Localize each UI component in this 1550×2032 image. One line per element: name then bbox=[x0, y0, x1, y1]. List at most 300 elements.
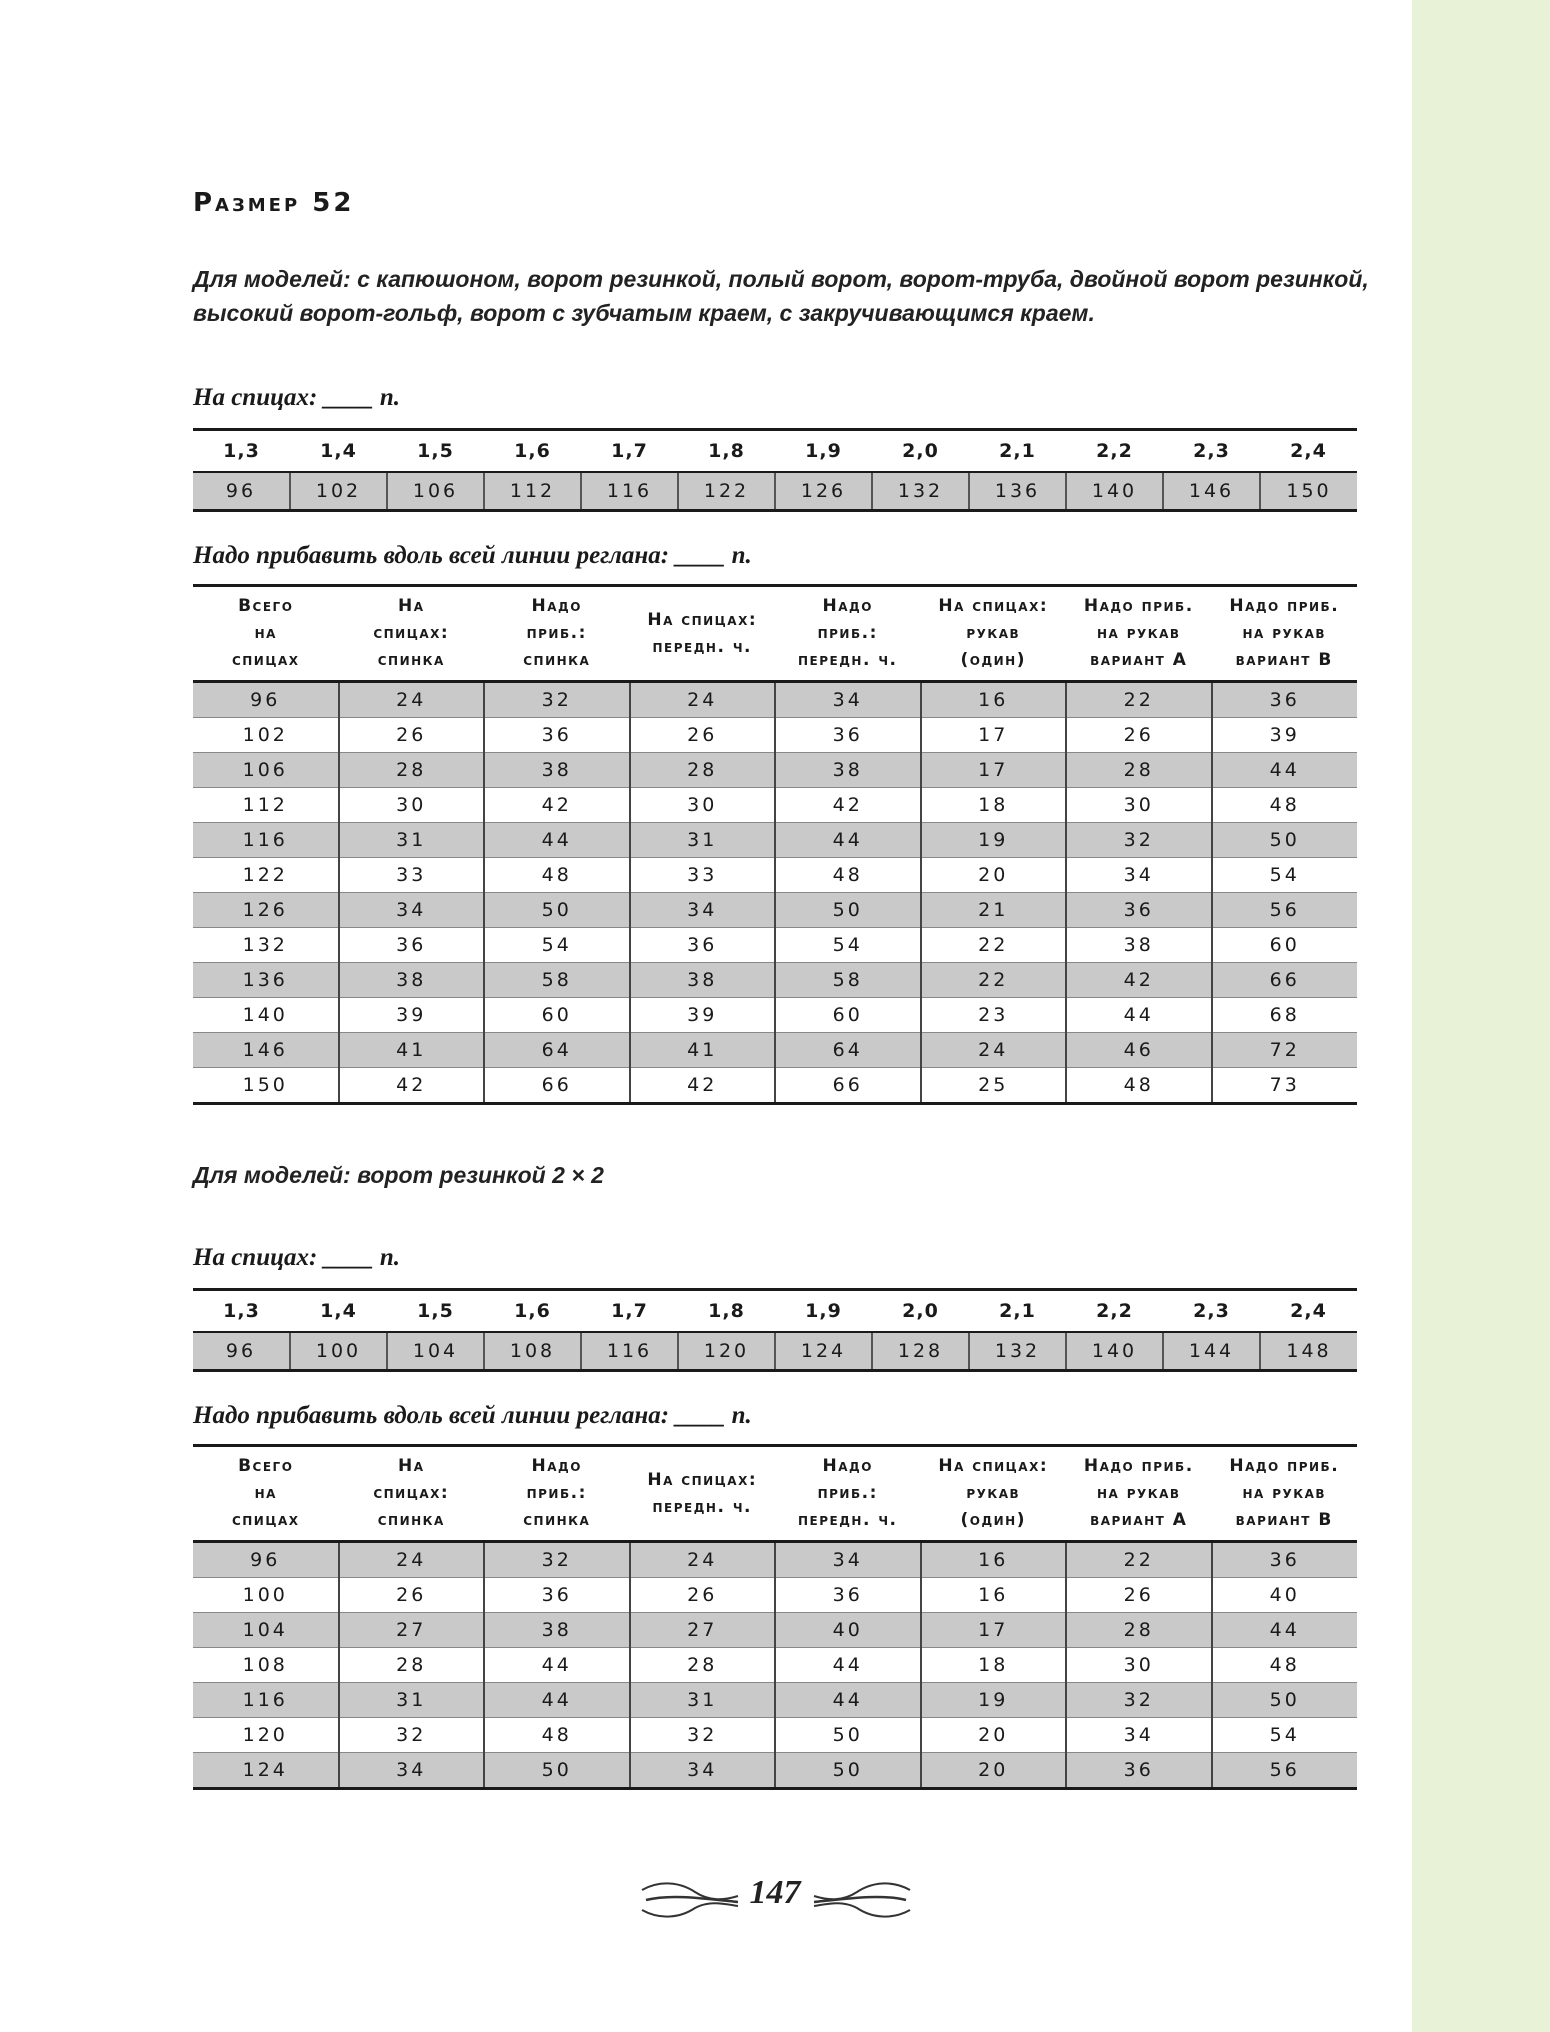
table-cell: 34 bbox=[630, 893, 776, 928]
table-row bbox=[193, 963, 1357, 998]
column-header-line: Надо bbox=[531, 1456, 582, 1476]
column-header-line: на bbox=[254, 1483, 277, 1503]
stitch-count-cell: 122 bbox=[678, 472, 775, 511]
table-cell: 38 bbox=[630, 963, 776, 998]
table-cell: 44 bbox=[484, 1648, 630, 1683]
column-header-line: На спицах: bbox=[647, 609, 758, 630]
column-header-line: На спицах: bbox=[647, 1469, 758, 1490]
stitch-count-cell: 104 bbox=[387, 1332, 484, 1371]
table-cell: 38 bbox=[484, 753, 630, 788]
column-header-line: (один) bbox=[960, 650, 1026, 670]
table-cell: 96 bbox=[193, 1542, 339, 1578]
table-cell: 33 bbox=[339, 858, 485, 893]
table-cell: 73 bbox=[1212, 1068, 1358, 1104]
table-cell: 64 bbox=[775, 1033, 921, 1068]
column-header-line: вариант В bbox=[1235, 650, 1333, 670]
table-cell: 24 bbox=[630, 1542, 776, 1578]
column-header-line: вариант А bbox=[1090, 1510, 1188, 1530]
table-cell: 20 bbox=[921, 858, 1067, 893]
table-cell: 46 bbox=[1066, 1033, 1212, 1068]
table-row bbox=[193, 753, 1357, 788]
table-cell: 34 bbox=[1066, 1718, 1212, 1753]
table-cell: 36 bbox=[1212, 1542, 1358, 1578]
table-cell: 34 bbox=[775, 1542, 921, 1578]
table-cell: 36 bbox=[630, 928, 776, 963]
table-cell: 66 bbox=[1212, 963, 1358, 998]
gauge-cell: 1,8 bbox=[708, 1300, 745, 1322]
table-row bbox=[193, 1718, 1357, 1753]
table-cell: 20 bbox=[921, 1753, 1067, 1789]
table-cell: 122 bbox=[193, 858, 339, 893]
column-header bbox=[339, 586, 485, 682]
column-header-line: Надо bbox=[822, 1456, 873, 1476]
table-cell: 28 bbox=[1066, 753, 1212, 788]
table-cell: 36 bbox=[775, 1578, 921, 1613]
column-header-line: передн. ч. bbox=[652, 1496, 752, 1517]
column-header-line: На bbox=[397, 1456, 425, 1476]
table-row bbox=[193, 858, 1357, 893]
column-header-line: спинка bbox=[377, 650, 445, 670]
table-cell: 126 bbox=[193, 893, 339, 928]
column-header-line: Надо приб. bbox=[1083, 596, 1194, 616]
models-description-1: Для моделей: с капюшоном, ворот резинкой, полый ворот, ворот-труба, двойной ворот резинкой, высокий ворот-гольф, ворот с зубчатым краем, с закручивающимся краем. bbox=[193, 266, 1369, 326]
table-cell: 66 bbox=[484, 1068, 630, 1104]
column-header-line: на рукав bbox=[1242, 1483, 1327, 1503]
table-cell: 17 bbox=[921, 753, 1067, 788]
table-cell: 19 bbox=[921, 1683, 1067, 1718]
table-cell: 42 bbox=[1066, 963, 1212, 998]
table-cell: 28 bbox=[1066, 1613, 1212, 1648]
table-cell: 40 bbox=[1212, 1578, 1358, 1613]
column-header bbox=[193, 1446, 339, 1542]
column-header-line: спицах: bbox=[373, 1483, 450, 1503]
gauge-cell: 1,6 bbox=[514, 1300, 551, 1322]
table-cell: 16 bbox=[921, 1542, 1067, 1578]
table-cell: 48 bbox=[484, 1718, 630, 1753]
table-cell: 22 bbox=[921, 928, 1067, 963]
table-row bbox=[193, 1683, 1357, 1718]
table-cell: 17 bbox=[921, 1613, 1067, 1648]
table-cell: 120 bbox=[193, 1718, 339, 1753]
stitch-count-cell: 132 bbox=[872, 472, 969, 511]
gauge-cell: 1,7 bbox=[611, 440, 648, 462]
reglan-table-2 bbox=[193, 1444, 1357, 1790]
table-cell: 56 bbox=[1212, 893, 1358, 928]
table-row bbox=[193, 928, 1357, 963]
table-cell: 44 bbox=[484, 1683, 630, 1718]
table-cell: 54 bbox=[484, 928, 630, 963]
table-cell: 28 bbox=[630, 1648, 776, 1683]
column-header-line: На bbox=[397, 596, 425, 616]
stitch-count-cell: 148 bbox=[1260, 1332, 1357, 1371]
table-cell: 26 bbox=[630, 1578, 776, 1613]
table-cell: 72 bbox=[1212, 1033, 1358, 1068]
table-cell: 54 bbox=[775, 928, 921, 963]
table-cell: 23 bbox=[921, 998, 1067, 1033]
left-flourish-icon bbox=[640, 1878, 740, 1922]
gauge-cell: 1,5 bbox=[417, 440, 454, 462]
gauge-cell: 2,3 bbox=[1193, 1300, 1230, 1322]
column-header-line: спинка bbox=[523, 650, 591, 670]
table-cell: 36 bbox=[1212, 682, 1358, 718]
reglan-body bbox=[193, 682, 1357, 1104]
stitch-count-cell: 150 bbox=[1260, 472, 1357, 511]
stitches-label-1: На спицах: ____ п. bbox=[193, 384, 400, 411]
table-cell: 38 bbox=[339, 963, 485, 998]
reglan-label-2: Надо прибавить вдоль всей линии реглана: ____ п. bbox=[193, 1402, 752, 1429]
gauge-cell: 1,4 bbox=[320, 440, 357, 462]
column-header-line: на рукав bbox=[1242, 623, 1327, 643]
stitch-count-cell: 144 bbox=[1163, 1332, 1260, 1371]
table-cell: 112 bbox=[193, 788, 339, 823]
table-cell: 26 bbox=[339, 718, 485, 753]
column-header-line: вариант В bbox=[1235, 1510, 1333, 1530]
column-header-line: приб.: bbox=[526, 1483, 587, 1503]
gauge-cell: 1,7 bbox=[611, 1300, 648, 1322]
table-row bbox=[193, 718, 1357, 753]
table-cell: 17 bbox=[921, 718, 1067, 753]
column-header bbox=[630, 586, 776, 682]
gauge-cell: 1,8 bbox=[708, 440, 745, 462]
table-cell: 38 bbox=[1066, 928, 1212, 963]
stitch-count-cell: 146 bbox=[1163, 472, 1260, 511]
table-cell: 25 bbox=[921, 1068, 1067, 1104]
stitch-count-cell: 112 bbox=[484, 472, 581, 511]
stitch-count-cell: 140 bbox=[1066, 472, 1163, 511]
table-cell: 24 bbox=[921, 1033, 1067, 1068]
table-cell: 34 bbox=[339, 893, 485, 928]
stitch-count-cell: 116 bbox=[581, 1332, 678, 1371]
table-cell: 19 bbox=[921, 823, 1067, 858]
table-cell: 44 bbox=[1212, 1613, 1358, 1648]
stitch-count-cell: 124 bbox=[775, 1332, 872, 1371]
column-header-line: приб.: bbox=[817, 623, 878, 643]
table-cell: 38 bbox=[775, 753, 921, 788]
table-cell: 22 bbox=[1066, 682, 1212, 718]
column-header-line: на рукав bbox=[1096, 623, 1181, 643]
column-header-line: спинка bbox=[523, 1510, 591, 1530]
table-cell: 104 bbox=[193, 1613, 339, 1648]
gauge-cell: 1,3 bbox=[223, 440, 260, 462]
stitch-count-row bbox=[193, 1332, 1357, 1371]
column-header bbox=[630, 1446, 776, 1542]
table-cell: 50 bbox=[1212, 823, 1358, 858]
table-cell: 44 bbox=[1066, 998, 1212, 1033]
column-header bbox=[921, 1446, 1067, 1542]
stitch-count-cell: 120 bbox=[678, 1332, 775, 1371]
column-header bbox=[193, 586, 339, 682]
table-cell: 32 bbox=[484, 682, 630, 718]
stitch-count-cell: 128 bbox=[872, 1332, 969, 1371]
column-header-line: На спицах: bbox=[938, 1456, 1049, 1476]
size-title: Размер 52 bbox=[193, 188, 355, 218]
table-cell: 100 bbox=[193, 1578, 339, 1613]
gauge-cell: 2,0 bbox=[902, 1300, 939, 1322]
table-cell: 30 bbox=[1066, 788, 1212, 823]
reglan-table-1 bbox=[193, 584, 1357, 1105]
table-cell: 30 bbox=[339, 788, 485, 823]
reglan-header-row bbox=[193, 1446, 1357, 1542]
table-cell: 50 bbox=[484, 893, 630, 928]
table-cell: 39 bbox=[630, 998, 776, 1033]
stitch-count-cell: 132 bbox=[969, 1332, 1066, 1371]
column-header-line: Всего bbox=[238, 596, 294, 616]
column-header-line: (один) bbox=[960, 1510, 1026, 1530]
table-cell: 31 bbox=[630, 1683, 776, 1718]
column-header-line: приб.: bbox=[817, 1483, 878, 1503]
table-cell: 48 bbox=[1212, 788, 1358, 823]
table-cell: 24 bbox=[339, 1542, 485, 1578]
column-header-line: спинка bbox=[377, 1510, 445, 1530]
gauge-cell: 1,9 bbox=[805, 440, 842, 462]
table-cell: 28 bbox=[339, 1648, 485, 1683]
stitch-count-cell: 96 bbox=[193, 1332, 290, 1371]
gauge-cell: 2,4 bbox=[1290, 1300, 1327, 1322]
table-cell: 16 bbox=[921, 1578, 1067, 1613]
reglan-label-1: Надо прибавить вдоль всей линии реглана: ____ п. bbox=[193, 542, 752, 569]
reglan-header-row bbox=[193, 586, 1357, 682]
table-cell: 60 bbox=[484, 998, 630, 1033]
column-header-line: Надо приб. bbox=[1229, 596, 1340, 616]
table-cell: 48 bbox=[1066, 1068, 1212, 1104]
table-cell: 42 bbox=[484, 788, 630, 823]
table-cell: 42 bbox=[775, 788, 921, 823]
gauge-table-1 bbox=[193, 428, 1357, 512]
table-cell: 146 bbox=[193, 1033, 339, 1068]
page-footer bbox=[640, 1870, 910, 1930]
table-cell: 106 bbox=[193, 753, 339, 788]
stitch-count-cell: 96 bbox=[193, 472, 290, 511]
table-cell: 28 bbox=[339, 753, 485, 788]
gauge-cell: 2,1 bbox=[999, 1300, 1036, 1322]
column-header bbox=[1212, 586, 1358, 682]
stitch-count-cell: 136 bbox=[969, 472, 1066, 511]
table-row bbox=[193, 1542, 1357, 1578]
gauge-cell: 1,9 bbox=[805, 1300, 842, 1322]
table-cell: 40 bbox=[775, 1613, 921, 1648]
stitch-count-cell: 116 bbox=[581, 472, 678, 511]
column-header-line: Надо приб. bbox=[1229, 1456, 1340, 1476]
table-row bbox=[193, 788, 1357, 823]
table-row bbox=[193, 1578, 1357, 1613]
table-cell: 30 bbox=[1066, 1648, 1212, 1683]
table-cell: 34 bbox=[630, 1753, 776, 1789]
table-cell: 39 bbox=[339, 998, 485, 1033]
column-header-line: передн. ч. bbox=[652, 636, 752, 657]
table-row bbox=[193, 823, 1357, 858]
stitch-count-cell: 108 bbox=[484, 1332, 581, 1371]
table-cell: 50 bbox=[484, 1753, 630, 1789]
table-cell: 36 bbox=[1066, 893, 1212, 928]
table-cell: 26 bbox=[630, 718, 776, 753]
side-margin-strip bbox=[1412, 0, 1550, 2032]
table-cell: 24 bbox=[339, 682, 485, 718]
table-cell: 44 bbox=[775, 1648, 921, 1683]
column-header-line: приб.: bbox=[526, 623, 587, 643]
table-row bbox=[193, 1648, 1357, 1683]
table-cell: 50 bbox=[775, 1718, 921, 1753]
column-header-line: на bbox=[254, 623, 277, 643]
table-cell: 44 bbox=[484, 823, 630, 858]
table-row bbox=[193, 893, 1357, 928]
table-cell: 34 bbox=[1066, 858, 1212, 893]
table-cell: 56 bbox=[1212, 1753, 1358, 1789]
table-cell: 26 bbox=[339, 1578, 485, 1613]
column-header-line: на рукав bbox=[1096, 1483, 1181, 1503]
table-cell: 50 bbox=[775, 1753, 921, 1789]
table-cell: 38 bbox=[484, 1613, 630, 1648]
table-cell: 58 bbox=[775, 963, 921, 998]
table-cell: 48 bbox=[775, 858, 921, 893]
gauge-cell: 2,3 bbox=[1193, 440, 1230, 462]
table-cell: 31 bbox=[339, 1683, 485, 1718]
column-header bbox=[1212, 1446, 1358, 1542]
table-cell: 44 bbox=[775, 823, 921, 858]
column-header bbox=[339, 1446, 485, 1542]
table-cell: 124 bbox=[193, 1753, 339, 1789]
gauge-cell: 1,6 bbox=[514, 440, 551, 462]
gauge-cell: 2,2 bbox=[1096, 440, 1133, 462]
gauge-cell: 1,3 bbox=[223, 1300, 260, 1322]
column-header-line: вариант А bbox=[1090, 650, 1188, 670]
table-row bbox=[193, 1613, 1357, 1648]
table-cell: 140 bbox=[193, 998, 339, 1033]
table-cell: 41 bbox=[630, 1033, 776, 1068]
table-cell: 22 bbox=[921, 963, 1067, 998]
table-cell: 20 bbox=[921, 1718, 1067, 1753]
column-header-line: Надо bbox=[822, 596, 873, 616]
gauge-cell: 1,4 bbox=[320, 1300, 357, 1322]
table-cell: 34 bbox=[775, 682, 921, 718]
table-cell: 21 bbox=[921, 893, 1067, 928]
column-header bbox=[1066, 1446, 1212, 1542]
table-cell: 22 bbox=[1066, 1542, 1212, 1578]
page-number: 147 bbox=[749, 1874, 801, 1911]
table-cell: 30 bbox=[630, 788, 776, 823]
column-header-line: Надо приб. bbox=[1083, 1456, 1194, 1476]
table-cell: 54 bbox=[1212, 1718, 1358, 1753]
column-header-line: спицах bbox=[231, 650, 300, 670]
table-cell: 32 bbox=[1066, 823, 1212, 858]
table-cell: 60 bbox=[1212, 928, 1358, 963]
table-cell: 68 bbox=[1212, 998, 1358, 1033]
table-cell: 18 bbox=[921, 1648, 1067, 1683]
gauge-cell: 2,1 bbox=[999, 440, 1036, 462]
stitch-count-row bbox=[193, 472, 1357, 511]
table-row bbox=[193, 998, 1357, 1033]
table-cell: 36 bbox=[484, 718, 630, 753]
table-cell: 58 bbox=[484, 963, 630, 998]
gauge-cell: 2,4 bbox=[1290, 440, 1327, 462]
column-header-line: передн. ч. bbox=[798, 1510, 898, 1530]
table-cell: 150 bbox=[193, 1068, 339, 1104]
table-cell: 41 bbox=[339, 1033, 485, 1068]
table-cell: 36 bbox=[775, 718, 921, 753]
gauge-row bbox=[193, 1290, 1357, 1333]
column-header-line: На спицах: bbox=[938, 596, 1049, 616]
table-cell: 48 bbox=[1212, 1648, 1358, 1683]
table-cell: 32 bbox=[484, 1542, 630, 1578]
stitch-count-cell: 106 bbox=[387, 472, 484, 511]
table-cell: 108 bbox=[193, 1648, 339, 1683]
column-header-line: рукав bbox=[966, 623, 1021, 643]
stitch-count-cell: 100 bbox=[290, 1332, 387, 1371]
table-cell: 96 bbox=[193, 682, 339, 718]
column-header-line: рукав bbox=[966, 1483, 1021, 1503]
table-cell: 26 bbox=[1066, 1578, 1212, 1613]
table-cell: 27 bbox=[339, 1613, 485, 1648]
stitch-count-cell: 140 bbox=[1066, 1332, 1163, 1371]
table-cell: 39 bbox=[1212, 718, 1358, 753]
stitch-count-cell: 102 bbox=[290, 472, 387, 511]
stitches-label-2: На спицах: ____ п. bbox=[193, 1244, 400, 1271]
gauge-cell: 1,5 bbox=[417, 1300, 454, 1322]
column-header bbox=[921, 586, 1067, 682]
table-cell: 32 bbox=[1066, 1683, 1212, 1718]
table-row bbox=[193, 1753, 1357, 1789]
column-header bbox=[484, 1446, 630, 1542]
table-cell: 116 bbox=[193, 1683, 339, 1718]
table-cell: 36 bbox=[339, 928, 485, 963]
table-cell: 36 bbox=[484, 1578, 630, 1613]
table-cell: 136 bbox=[193, 963, 339, 998]
table-cell: 42 bbox=[630, 1068, 776, 1104]
table-cell: 42 bbox=[339, 1068, 485, 1104]
table-cell: 32 bbox=[339, 1718, 485, 1753]
gauge-cell: 2,2 bbox=[1096, 1300, 1133, 1322]
column-header-line: спицах: bbox=[373, 623, 450, 643]
models-description-2: Для моделей: ворот резинкой 2 × 2 bbox=[193, 1162, 604, 1188]
table-cell: 32 bbox=[630, 1718, 776, 1753]
column-header bbox=[484, 586, 630, 682]
table-cell: 26 bbox=[1066, 718, 1212, 753]
right-flourish-icon bbox=[812, 1878, 912, 1922]
gauge-cell: 2,0 bbox=[902, 440, 939, 462]
table-cell: 33 bbox=[630, 858, 776, 893]
table-cell: 132 bbox=[193, 928, 339, 963]
table-cell: 16 bbox=[921, 682, 1067, 718]
column-header bbox=[1066, 586, 1212, 682]
column-header bbox=[775, 1446, 921, 1542]
table-cell: 54 bbox=[1212, 858, 1358, 893]
column-header-line: передн. ч. bbox=[798, 650, 898, 670]
table-row bbox=[193, 1068, 1357, 1104]
table-cell: 18 bbox=[921, 788, 1067, 823]
table-cell: 48 bbox=[484, 858, 630, 893]
table-cell: 50 bbox=[775, 893, 921, 928]
table-row bbox=[193, 682, 1357, 718]
table-cell: 102 bbox=[193, 718, 339, 753]
table-cell: 24 bbox=[630, 682, 776, 718]
table-cell: 50 bbox=[1212, 1683, 1358, 1718]
gauge-table-2 bbox=[193, 1288, 1357, 1372]
table-cell: 44 bbox=[1212, 753, 1358, 788]
table-cell: 116 bbox=[193, 823, 339, 858]
table-cell: 34 bbox=[339, 1753, 485, 1789]
table-cell: 36 bbox=[1066, 1753, 1212, 1789]
table-cell: 27 bbox=[630, 1613, 776, 1648]
table-cell: 31 bbox=[630, 823, 776, 858]
column-header-line: Надо bbox=[531, 596, 582, 616]
table-cell: 44 bbox=[775, 1683, 921, 1718]
gauge-row bbox=[193, 430, 1357, 473]
column-header-line: спицах bbox=[231, 1510, 300, 1530]
table-cell: 64 bbox=[484, 1033, 630, 1068]
column-header-line: Всего bbox=[238, 1456, 294, 1476]
reglan-body bbox=[193, 1542, 1357, 1789]
table-cell: 60 bbox=[775, 998, 921, 1033]
table-cell: 31 bbox=[339, 823, 485, 858]
